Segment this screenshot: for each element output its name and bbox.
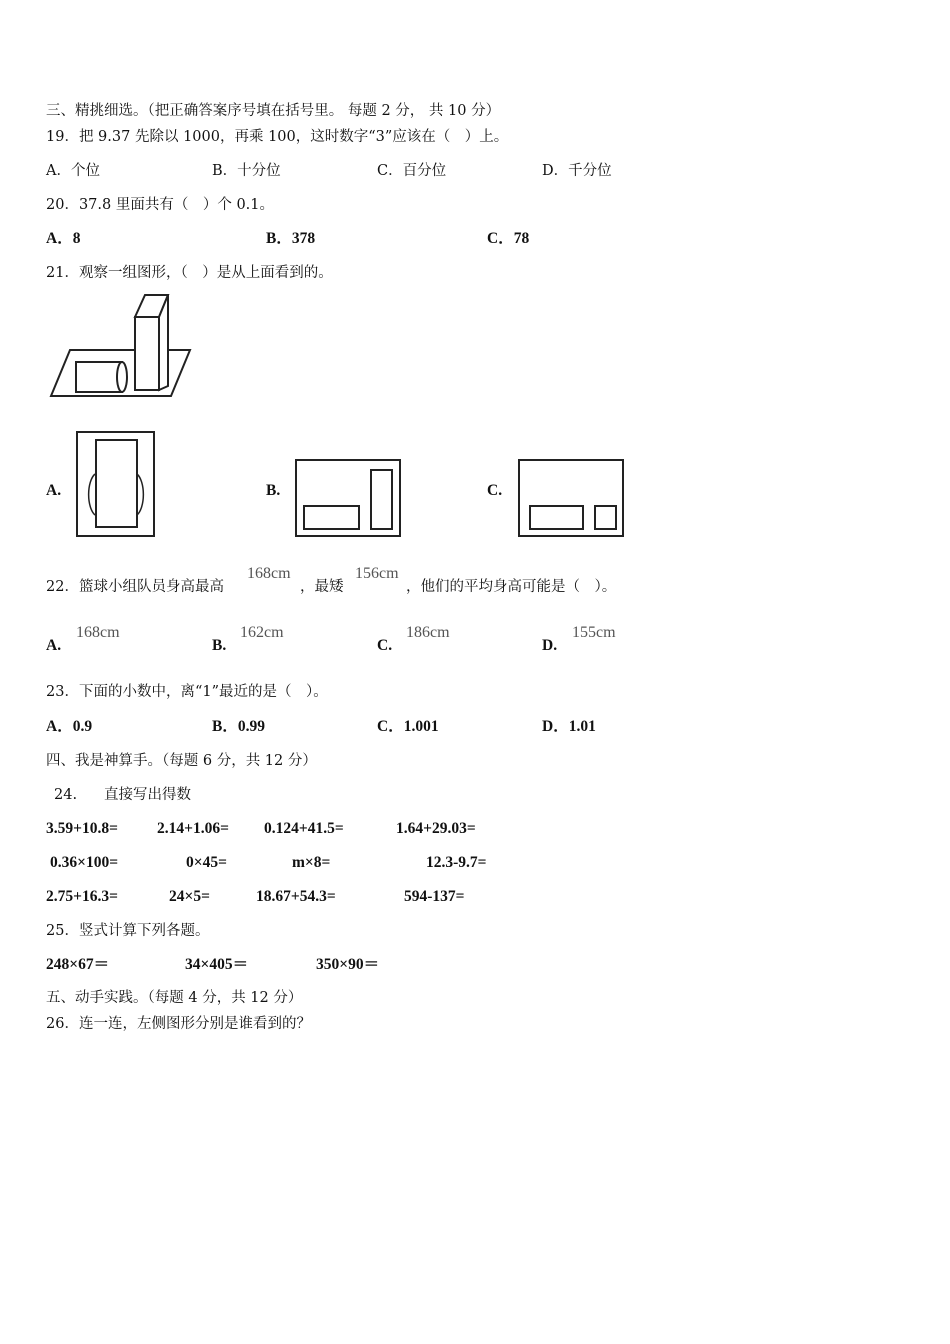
q21-3d-figure — [51, 295, 190, 396]
q22-stem-c: ，他们的平均身高可能是（ ）。 — [406, 579, 617, 595]
q24-problem: 3.59+10.8= — [46, 820, 118, 837]
q25-stem: 25．竖式计算下列各题。 — [46, 923, 210, 939]
q22-option-b-label: B. — [212, 637, 227, 654]
q21-stem: 21．观察一组图形，（ ）是从上面看到的。 — [46, 265, 333, 281]
q20-option-b: B．378 — [266, 230, 316, 247]
section4-title: 四、我是神算手。（每题 6 分，共 12 分） — [46, 753, 317, 769]
q21-option-c: C. — [487, 482, 503, 499]
q22-option-d-value: 155cm — [572, 624, 616, 641]
q24-problem: 0.36×100= — [50, 854, 119, 871]
q22-option-d-label: D. — [542, 637, 558, 654]
q22-max-height: 168cm — [247, 565, 291, 582]
q24-problem: 1.64+29.03= — [396, 820, 476, 837]
q24-problem: 2.75+16.3= — [46, 888, 118, 905]
q19-stem: 19．把 9.37 先除以 1000，再乘 100，这时数字“3”应该在（ ）上。 — [46, 129, 509, 145]
q24-problem: 0×45= — [186, 854, 227, 871]
q25-problem: 248×67＝ — [46, 956, 110, 973]
q24-problem: 18.67+54.3= — [256, 888, 336, 905]
q25-problem: 350×90＝ — [316, 956, 380, 973]
q21-figures — [0, 0, 950, 560]
q21-option-b-figure — [296, 460, 400, 536]
q22-option-a-value: 168cm — [76, 624, 120, 641]
q23-option-b: B．0.99 — [212, 718, 265, 735]
q22-stem-b: ，最矮 — [300, 579, 344, 595]
q24-number: 24. — [54, 787, 78, 803]
q23-option-a: A．0.9 — [46, 718, 93, 735]
q23-stem: 23．下面的小数中，离“1”最近的是（ ）。 — [46, 684, 328, 700]
q26-stem: 26．连一连，左侧图形分别是谁看到的？ — [46, 1016, 311, 1032]
q22-option-c-label: C. — [377, 637, 393, 654]
q23-option-c: C．1.001 — [377, 718, 439, 735]
section5-title: 五、动手实践。（每题 4 分，共 12 分） — [46, 990, 303, 1006]
q25-problem: 34×405＝ — [185, 956, 249, 973]
q24-problem: 12.3-9.7= — [426, 854, 487, 871]
q22-option-a-label: A. — [46, 637, 62, 654]
q19-option-d: D．千分位 — [542, 163, 612, 179]
q20-option-a: A．8 — [46, 230, 81, 247]
q22-option-b-value: 162cm — [240, 624, 284, 641]
q22-stem-a: 22．篮球小组队员身高最高 — [46, 579, 224, 595]
q24-instruction: 直接写出得数 — [104, 787, 191, 803]
q19-option-c: C．百分位 — [377, 163, 447, 179]
section3-title: 三、精挑细选。（把正确答案序号填在括号里。 每题 2 分， 共 10 分） — [46, 103, 501, 119]
q24-problem: 594-137= — [404, 888, 465, 905]
q24-problem: 24×5= — [169, 888, 210, 905]
q24-problem: 0.124+41.5= — [264, 820, 344, 837]
q21-option-a-figure — [77, 432, 154, 536]
q19-option-a: A．个位 — [46, 163, 100, 179]
q22-min-height: 156cm — [355, 565, 399, 582]
q24-problem: m×8= — [292, 854, 331, 871]
q21-option-b: B. — [266, 482, 281, 499]
q21-option-a: A. — [46, 482, 62, 499]
q21-option-c-figure — [519, 460, 623, 536]
q20-option-c: C．78 — [487, 230, 530, 247]
q24-problem: 2.14+1.06= — [157, 820, 229, 837]
q20-stem: 20．37.8 里面共有（ ）个 0.1。 — [46, 197, 275, 213]
q22-option-c-value: 186cm — [406, 624, 450, 641]
q19-option-b: B．十分位 — [212, 163, 281, 179]
q23-option-d: D．1.01 — [542, 718, 596, 735]
